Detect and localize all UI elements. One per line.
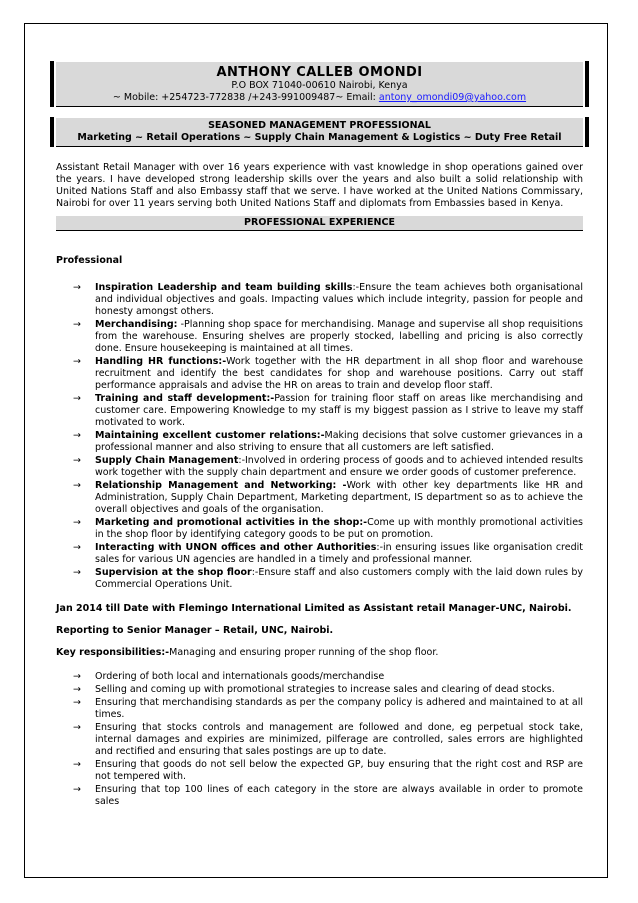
- reporting-line: Reporting to Senior Manager – Retail, UNC, Nairobi.: [56, 625, 334, 636]
- title-left-bar: [50, 117, 54, 147]
- postal-address: P.O BOX 71040-00610 Nairobi, Kenya: [231, 80, 408, 91]
- arrow-bullet-icon: →: [73, 282, 81, 293]
- skill-title: Marketing and promotional activities in the shop:-: [95, 517, 368, 528]
- skill-item: [56, 393, 583, 429]
- professional-title: SEASONED MANAGEMENT PROFESSIONAL: [208, 120, 431, 131]
- arrow-bullet-icon: →: [73, 319, 81, 330]
- skill-description: :-Involved in ordering process of goods and to achieved intended results work together with the supply chain department and ensure we order goods of customer preference.: [95, 455, 584, 478]
- responsibility-text: Ensuring that goods do not sell below the expected GP, buy ensuring that the right cost and RSP are not tempered with.: [95, 759, 583, 782]
- skill-title: Supervision at the shop floor: [95, 567, 252, 578]
- email-link[interactable]: antony_omondi09@yahoo.com: [378, 92, 527, 103]
- arrow-bullet-icon: →: [73, 430, 81, 441]
- responsibility-item: [56, 784, 583, 808]
- responsibility-item: [56, 722, 583, 758]
- profile-summary: Assistant Retail Manager with over 16 years experience with vast knowledge in shop operations gained over the years. I have developed strong leadership skills over the years and also built a solid relationship with United Nations Staff and also Embassy staff that we serve. I have worked at the United Nations Commissary, Nairobi for over 11 years serving both United Nations Staff and diplomats from Embassies based in Kenya.: [56, 162, 583, 209]
- title-right-bar: [585, 117, 589, 147]
- subheading-professional: Professional: [56, 255, 123, 266]
- skill-title: Handling HR functions:-: [95, 356, 227, 367]
- skill-description: Passion for training floor staff on areas like merchandising and customer care. Empowering Knowledge to my staff is my biggest passion as I strive to leave my staff motivated to work.: [95, 393, 583, 428]
- skill-item: [56, 567, 583, 591]
- key-responsibilities-label: Key responsibilities:-: [56, 647, 170, 658]
- arrow-bullet-icon: →: [73, 722, 81, 733]
- responsibility-text: Selling and coming up with promotional strategies to increase sales and clearing of dead stocks.: [95, 684, 555, 695]
- arrow-bullet-icon: →: [73, 356, 81, 367]
- skill-title: Training and staff development:-: [95, 393, 275, 404]
- skill-description: Work together with the HR department in all shop floor and warehouse recruitment and identify the best candidates for shop and warehouse positions. Carry out staff performance appraisals and advise the HR on areas to train and develop floor staff.: [95, 356, 583, 391]
- header-right-bar: [585, 61, 589, 107]
- header-block: [56, 62, 583, 107]
- skill-item: [56, 319, 583, 355]
- contact-phones: ~ Mobile: +254723-772838 /+243-991009487~ Email:: [112, 92, 379, 103]
- arrow-bullet-icon: →: [73, 393, 81, 404]
- skill-title: Merchandising:: [95, 319, 178, 330]
- arrow-bullet-icon: →: [73, 455, 81, 466]
- skill-item: [56, 455, 583, 479]
- responsibility-item: [56, 684, 583, 696]
- skill-title: Maintaining excellent customer relations:-: [95, 430, 325, 441]
- skill-title: Inspiration Leadership and team building skills: [95, 282, 353, 293]
- skill-item: [56, 356, 583, 392]
- responsibility-item: [56, 671, 583, 683]
- responsibility-item: [56, 697, 583, 721]
- key-responsibilities-intro: [56, 647, 583, 659]
- skill-item: [56, 282, 583, 318]
- responsibility-text: Ensuring that stocks controls and management are followed and done, eg perpetual stock take, internal damages and expiries are minimized, pilferage are controlled, sales errors are highlighted and rectified and ensuring that sales postings are up to date.: [95, 722, 583, 757]
- arrow-bullet-icon: →: [73, 759, 81, 770]
- arrow-bullet-icon: →: [73, 671, 81, 682]
- key-responsibilities-text: Managing and ensuring proper running of the shop floor.: [169, 647, 439, 658]
- skill-title: Relationship Management and Networking: -: [95, 480, 347, 491]
- candidate-name: ANTHONY CALLEB OMONDI: [216, 65, 423, 80]
- skill-description: Work with other key departments like HR and Administration, Supply Chain Department, Marketing department, IS department so as to achieve the overall objectives and goals of the organisation.: [95, 480, 584, 515]
- arrow-bullet-icon: →: [73, 542, 81, 553]
- arrow-bullet-icon: →: [73, 480, 81, 491]
- resume-content: [56, 62, 583, 809]
- responsibility-item: [56, 759, 583, 783]
- specializations: Marketing ~ Retail Operations ~ Supply Chain Management & Logistics ~ Duty Free Retail: [77, 132, 562, 143]
- key-responsibilities-list: [56, 671, 583, 808]
- skill-description: -Planning shop space for merchandising. Manage and supervise all shop requisitions from the warehouse. Ensuring shelves are properly stocked, labelling and pricing is also correctly done. Ensure housekeeping is maintained at all times.: [95, 319, 583, 354]
- responsibility-text: Ordering of both local and internationals goods/merchandise: [95, 671, 385, 682]
- responsibility-text: Ensuring that merchandising standards as per the company policy is adhered and maintained to at all times.: [95, 697, 583, 720]
- arrow-bullet-icon: →: [73, 784, 81, 795]
- job-title-line: Jan 2014 till Date with Flemingo International Limited as Assistant retail Manager-UNC, Nairobi.: [56, 603, 572, 614]
- skill-description: :-Ensure staff and also customers comply with the laid down rules by Commercial Operations Unit.: [95, 567, 583, 590]
- header-left-bar: [50, 61, 54, 107]
- skill-description: :-Ensure the team achieves both organisational and individual objectives and goals. Impacting values which include integrity, passion for people and honesty amongst others.: [95, 282, 584, 317]
- skill-description: Come up with monthly promotional activities in the shop floor by identifying category goods to be put on promotion.: [95, 517, 583, 540]
- skill-description: Making decisions that solve customer grievances in a professional manner and also striving to ensure that all customers are left satisfied.: [95, 430, 583, 453]
- skill-title: Supply Chain Management: [95, 455, 239, 466]
- professional-skills-list: [56, 282, 583, 591]
- responsibility-text: Ensuring that top 100 lines of each category in the store are always available in order to promote sales: [95, 784, 583, 807]
- arrow-bullet-icon: →: [73, 567, 81, 578]
- professional-title-block: [56, 118, 583, 147]
- skill-item: [56, 542, 583, 566]
- skill-item: [56, 480, 583, 516]
- arrow-bullet-icon: →: [73, 684, 81, 695]
- arrow-bullet-icon: →: [73, 697, 81, 708]
- arrow-bullet-icon: →: [73, 517, 81, 528]
- skill-item: [56, 517, 583, 541]
- skill-title: Interacting with UNON offices and other Authorities: [95, 542, 377, 553]
- skill-description: :-in ensuring issues like organisation credit sales for various UN agencies are handled in a timely and professional manner.: [95, 542, 583, 565]
- skill-item: [56, 430, 583, 454]
- contact-line: [56, 92, 583, 104]
- section-heading-experience: PROFESSIONAL EXPERIENCE: [56, 216, 583, 231]
